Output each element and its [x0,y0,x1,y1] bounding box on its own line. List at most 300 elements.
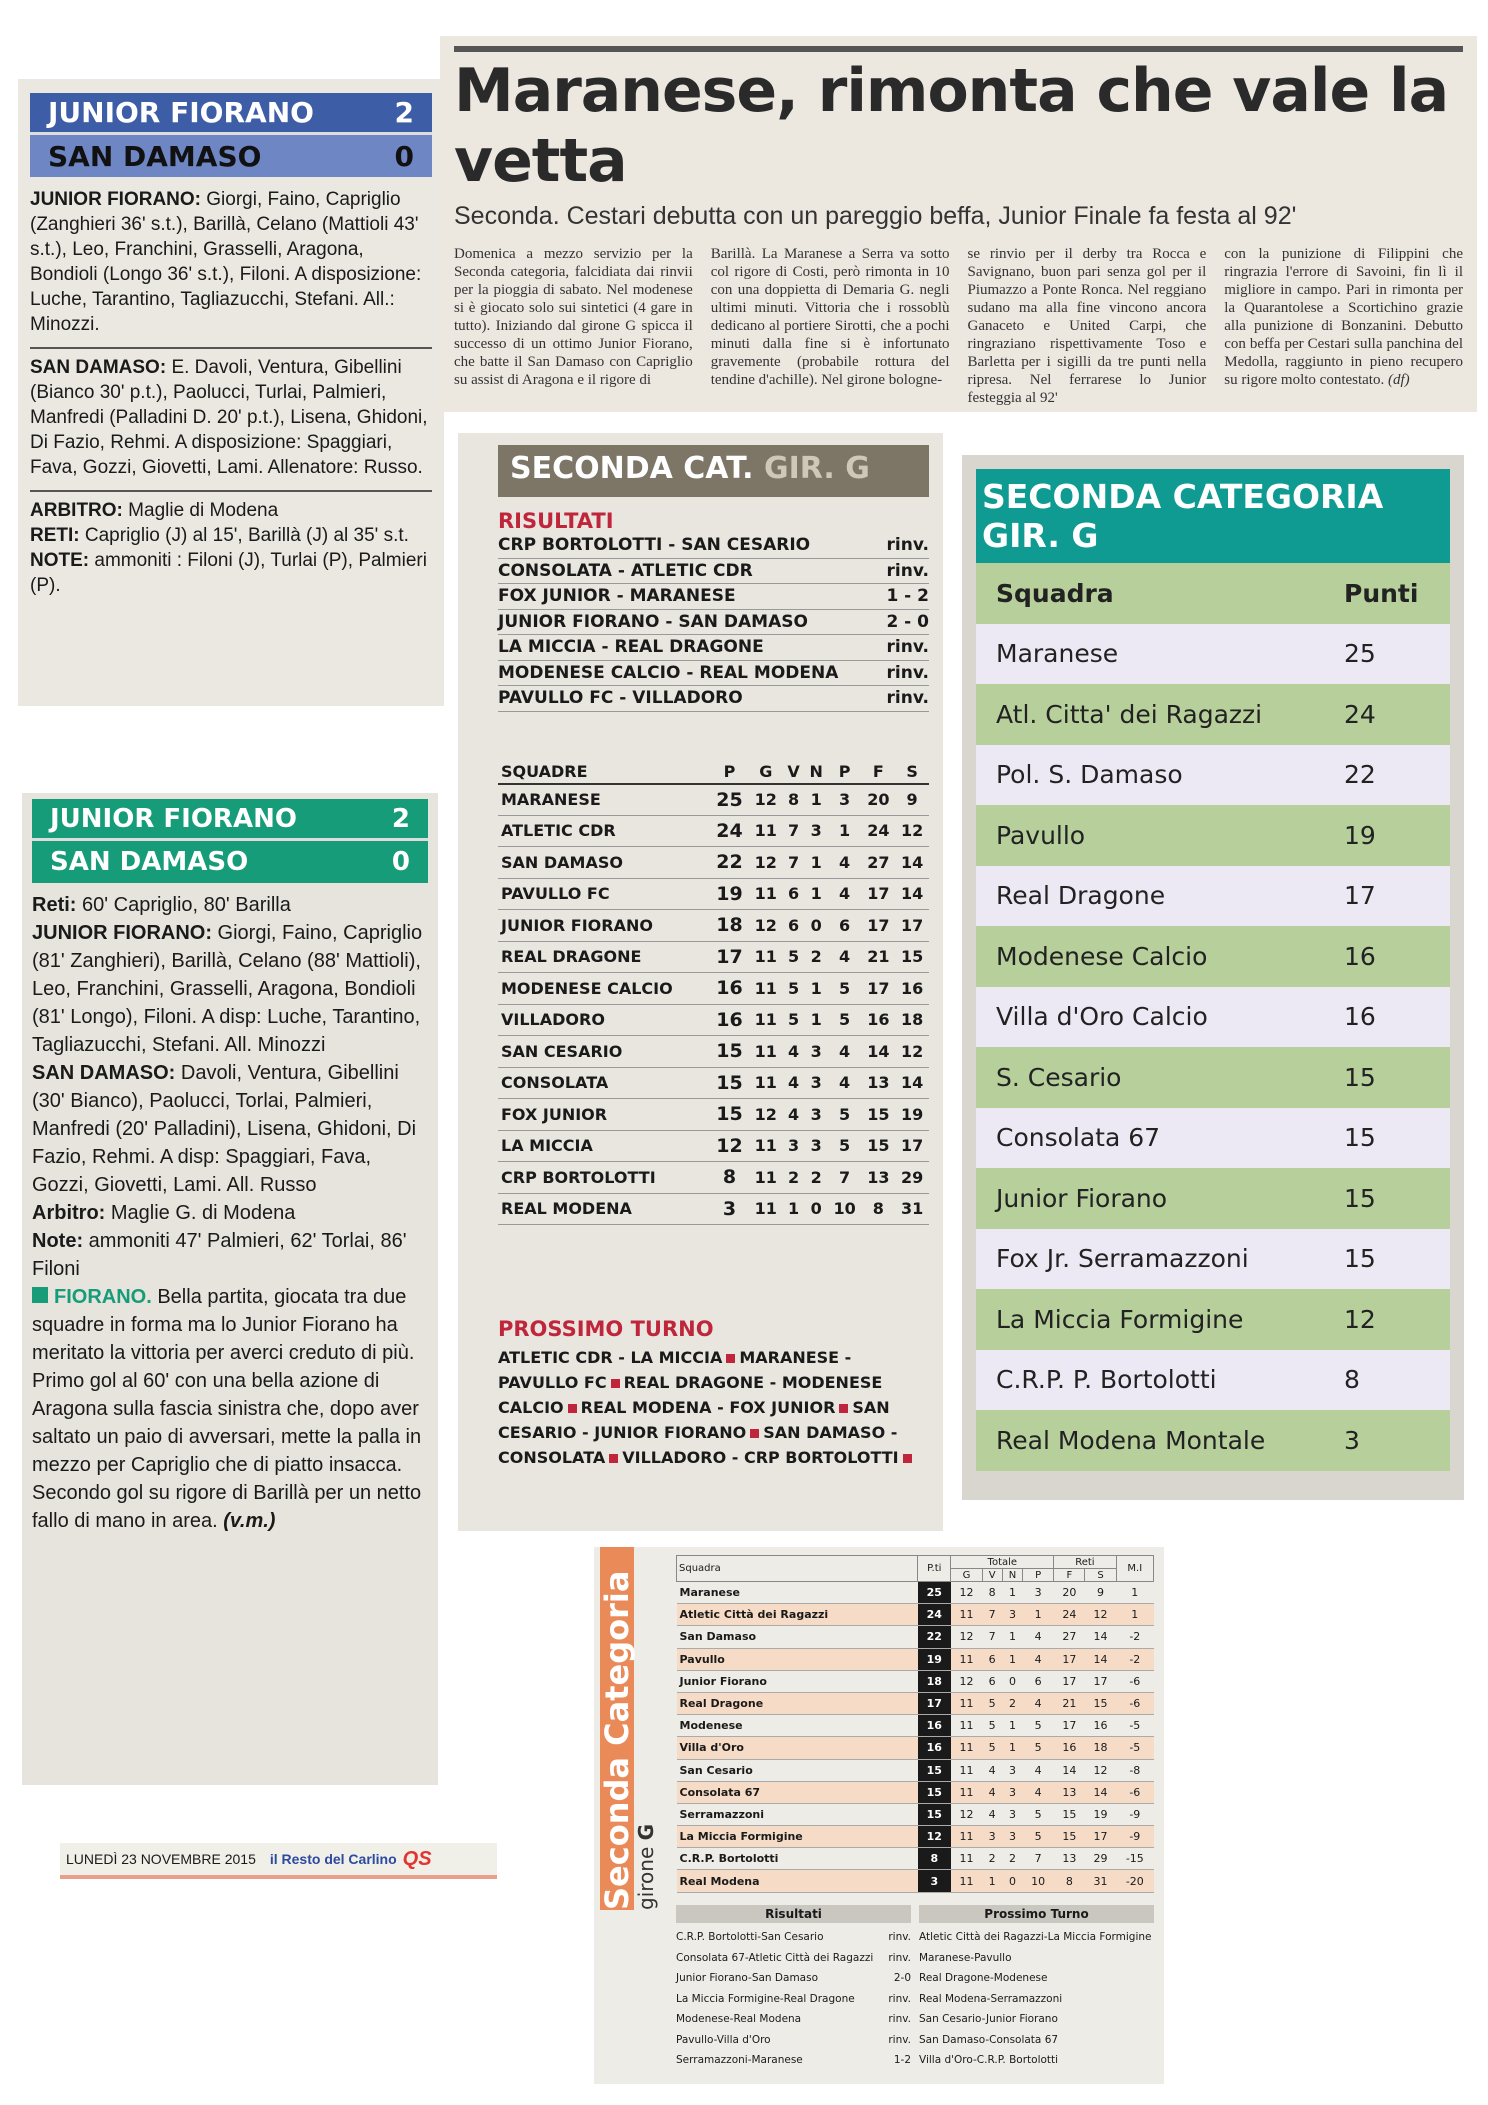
result-score: rinv. [888,2033,911,2046]
story: FIORANO. Bella partita, giocata tra due squadre in forma ma lo Junior Fiorano ha meritato la vittoria per averci creduto di più. [32,1286,415,1364]
sub-header: N [1002,1569,1022,1582]
stat-cell: 3 [783,1130,805,1162]
home-team: JUNIOR FIORANO [48,96,314,129]
result-score: 2 - 0 [886,611,929,632]
stat-cell: 3 [1002,1803,1022,1825]
stat-cell: 0 [805,1193,828,1225]
stat-cell: 12 [951,1670,982,1692]
stat-cell: 24 [1054,1604,1085,1626]
col-points: P.ti [918,1556,951,1582]
stat-cell: 5 [828,1004,862,1036]
referee: ARBITRO: Maglie di Modena [30,500,279,521]
square-bullet-icon [903,1454,912,1463]
stat-cell: 17 [710,941,749,973]
fixture: Real Dragone-Modenese [919,1972,1048,1984]
stat-cell: -6 [1116,1670,1153,1692]
stat-cell: 1 [1116,1604,1153,1626]
stat-cell: 16 [710,1004,749,1036]
away-team: SAN DAMASO [48,139,262,173]
stat-cell: 3 [828,784,862,816]
team-name: LA MICCIA [498,1130,710,1162]
stat-cell: 4 [1023,1648,1054,1670]
stat-cell: 6 [982,1670,1002,1692]
team-name: S. Cesario [996,1062,1122,1092]
team-name: Villa d'Oro Calcio [996,1002,1208,1032]
team-points: 22 [1344,760,1376,790]
table-row [498,1193,929,1225]
stat-cell: 4 [828,847,862,879]
team-name: Atletic Città dei Ragazzi [677,1604,918,1626]
stat-cell: 6 [828,910,862,942]
team-name: C.R.P. Bortolotti [677,1848,918,1870]
stat-cell: 7 [982,1604,1002,1626]
stat-cell: 27 [861,847,895,879]
stat-cell: 1 [783,1193,805,1225]
team-name: Maranese [677,1582,918,1604]
stat-cell: 17 [861,973,895,1005]
stat-cell: 15 [710,1067,749,1099]
stat-cell: 5 [783,1004,805,1036]
result-row [676,2030,911,2051]
stat-cell: 13 [1054,1781,1085,1803]
stat-cell: 21 [1054,1692,1085,1714]
result-score: 1-2 [893,2054,911,2066]
stat-cell: 4 [828,878,862,910]
home-lineup: JUNIOR FIORANO: Giorgi, Faino, Capriglio (81' Zanghieri), Barillà, Celano (88' Mattioli), Leo, Franchini, Grasselli, Aragona, Bondioli (81' Longo), Filoni. A disp: Luche, Tarantino, Tagliazucchi, Stefani. All. Minozzi [32,922,423,1056]
story-continued: Primo gol al 60' con una bella azione di Aragona sulla fascia sinistra che, dopo aver saltato un paio di avversari, mette la palla in mezzo per Capriglio che di piatto insacca. Secondo gol su rigore di Barillà per un netto fallo di mano in area. (v.m.) [32,1370,422,1532]
stat-cell: 12 [951,1582,982,1604]
stat-cell: 14 [1085,1781,1116,1803]
result-row [498,584,929,610]
result-match: C.R.P. Bortolotti-San Cesario [676,1931,824,1943]
stat-cell: 1 [1002,1582,1022,1604]
square-bullet-icon [568,1404,577,1413]
stat-cell: 2 [982,1848,1002,1870]
side-banner [594,1547,658,1910]
stat-cell: 4 [1023,1759,1054,1781]
stat-cell: 1 [805,973,828,1005]
stat-cell: 0 [1002,1670,1022,1692]
result-row [498,686,929,712]
team-name: Atl. Citta' dei Ragazzi [996,699,1263,729]
next-round-header: Prossimo Turno [919,1905,1154,1923]
team-points: 15 [1344,1123,1376,1153]
stat-cell: 1 [805,784,828,816]
team-name: REAL DRAGONE [498,941,710,973]
result-score: rinv. [888,1992,911,2005]
stat-cell: 12 [749,847,783,879]
table-row [677,1670,1154,1692]
stat-cell: 8 [918,1848,951,1870]
stat-cell: 3 [805,1036,828,1068]
stat-cell: -9 [1116,1826,1153,1848]
table-row [498,878,929,910]
stat-cell: 12 [895,815,929,847]
full-table-clip [594,1547,1164,2084]
stat-cell: 24 [861,815,895,847]
stat-cell: 20 [1054,1582,1085,1604]
list-item [976,684,1450,745]
article-col-4: con la punizione di Filippini che ringrazia l'errore di Savoini, fin lì il migliore in campo. Pari in rimonta per la Quarantolese a Scortichino grazie alla punizione di Bonzanini. Debutto con beffa per Cestari sulla panchina del Medolla, raggiunto in pieno recupero su rigore molto contestato. (df) [1224,246,1463,388]
team-name: Fox Jr. Serramazzoni [996,1244,1249,1274]
stat-cell: 3 [805,1067,828,1099]
standings-header: N [805,760,828,784]
stat-cell: 3 [805,1130,828,1162]
stat-cell: 11 [749,815,783,847]
fixture: San Damaso-Consolata 67 [919,2033,1059,2046]
list-item [976,805,1450,866]
home-lineup: JUNIOR FIORANO: Giorgi, Faino, Capriglio (Zanghieri 36' s.t.), Barillà, Celano (Mattioli 43' s.t.), Leo, Franchini, Grasselli, Aragona, Bondioli (Longo 36' s.t.), Filoni. A disposizione: Luche, Tarantino, Tagliazucchi, Stefani. All.: Minozzi. [30,189,422,335]
stat-cell: 11 [951,1737,982,1759]
stat-cell: 6 [1023,1670,1054,1692]
result-row [676,1968,911,1989]
divider [30,490,432,492]
result-match: Serramazzoni-Maranese [676,2054,803,2066]
stat-cell: 5 [783,973,805,1005]
stat-cell: 7 [783,847,805,879]
square-bullet-icon [726,1354,735,1363]
team-name: MODENESE CALCIO [498,973,710,1005]
team-name: Real Dragone [677,1692,918,1714]
full-standings-table [676,1555,1154,1893]
away-score-row [32,841,428,883]
stat-cell: 12 [1085,1759,1116,1781]
stat-cell: 31 [895,1193,929,1225]
team-name: Real Modena [677,1870,918,1892]
stat-cell: 1 [982,1870,1002,1892]
stat-cell: 16 [895,973,929,1005]
stat-cell: 14 [861,1036,895,1068]
col-goals: Reti [1054,1556,1116,1569]
stat-cell: 11 [749,973,783,1005]
team-points: 24 [1344,699,1376,729]
table-header: Squadra Punti [976,563,1450,624]
result-score: 2-0 [893,1972,911,1984]
stat-cell: 1 [1023,1604,1054,1626]
match-report-clip-2 [22,793,438,1785]
stat-cell: 18 [895,1004,929,1036]
stat-cell: 20 [861,784,895,816]
stat-cell: 17 [918,1692,951,1714]
stat-cell: 14 [1085,1626,1116,1648]
stat-cell: 17 [1054,1715,1085,1737]
stat-cell: 11 [749,1004,783,1036]
points-rows [976,624,1450,1471]
stat-cell: 12 [749,784,783,816]
stat-cell: -5 [1116,1737,1153,1759]
stat-cell: 8 [982,1582,1002,1604]
stat-cell: 7 [982,1626,1002,1648]
stat-cell: 19 [895,1099,929,1131]
stat-cell: 17 [861,910,895,942]
team-points: 15 [1344,1062,1376,1092]
stat-cell: 15 [861,1130,895,1162]
stat-cell: 4 [828,1036,862,1068]
table-row [677,1737,1154,1759]
away-lineup: SAN DAMASO: E. Davoli, Ventura, Gibellini (Bianco 30' p.t.), Paolucci, Turlai, Palmieri, Manfredi (Palladini D. 20' p.t.), Lisena, Ghidoni, Di Fazio, Rehmi. A disposizione: Spaggiari, Fava, Gozzi, Giovetti, Lami. Allenatore: Russo. [30,357,428,478]
stat-cell: 10 [1023,1870,1054,1892]
list-item [976,1229,1450,1290]
sub-header: P [1023,1569,1054,1582]
stat-cell: 1 [1116,1582,1153,1604]
stat-cell: 8 [1054,1870,1085,1892]
headline: Maranese, rimonta che vale la vetta [454,56,1449,196]
table-row [498,973,929,1005]
home-team: JUNIOR FIORANO [50,803,297,834]
goals: Reti: 60' Capriglio, 80' Barilla [32,894,291,916]
fixture: MARANESE - PAVULLO FC [498,1348,852,1392]
standings-header: G [749,760,783,784]
table-row [677,1826,1154,1848]
stat-cell: 15 [1054,1826,1085,1848]
stat-cell: 22 [918,1626,951,1648]
stat-cell: 17 [1085,1826,1116,1848]
qs-logo: QS [402,1847,432,1870]
article-col-3: se rinvio per il derby tra Rocca e Savignano, buon pari senza gol per il Piumazzo a Ponte Ronca. Nel reggiano sudano ma alla fine vincono ancora Ganaceto e United Carpi, che ringraziano rispettivamente Toso e Barletta per i sigilli da tre punti nella ripresa. Nel ferrarese lo Junior festeggia al 92' [967,246,1207,406]
stat-cell: 5 [1023,1803,1054,1825]
result-score: rinv. [886,662,929,683]
publication-name: il Resto del Carlino [269,1851,397,1867]
stat-cell: 3 [805,1099,828,1131]
results-column [676,1905,911,2071]
away-team: SAN DAMASO [50,847,249,877]
team-name: REAL MODENA [498,1193,710,1225]
sub-header: G [951,1569,982,1582]
stat-cell: 6 [783,878,805,910]
home-score: 2 [394,96,414,129]
stat-cell: 3 [918,1870,951,1892]
stat-cell: 5 [1023,1826,1054,1848]
stat-cell: 4 [1023,1692,1054,1714]
stat-cell: 11 [749,878,783,910]
result-score: rinv. [888,1951,911,1964]
fixture: SAN DAMASO - CONSOLATA [498,1423,898,1467]
next-round-column [919,1905,1154,2071]
list-item [976,1168,1450,1229]
stat-cell: 5 [783,941,805,973]
team-points: 15 [1344,1183,1376,1213]
stat-cell: 27 [1054,1626,1085,1648]
stat-cell: 11 [951,1870,982,1892]
stat-cell: 6 [783,910,805,942]
standings-table [498,760,929,1226]
table-row [498,1067,929,1099]
result-row [676,2009,911,2030]
stat-cell: 8 [861,1193,895,1225]
team-name: Consolata 67 [996,1123,1161,1153]
table-row [498,1099,929,1131]
stat-cell: 3 [710,1193,749,1225]
stat-cell: 2 [783,1162,805,1194]
date-strip [60,1843,497,1879]
stat-cell: 11 [749,1193,783,1225]
article-col-1: Domenica a mezzo servizio per la Seconda categoria, falcidiata dai rinvii per la pioggia di sabato. Nel modenese si è giocato solo sui sintetici (4 gare in tutto). Iniziando dal girone G spicca il successo di un ottimo Junior Fiorano, che batte il San Damaso con Capriglio su assist di Aragona e il rigore di [454,246,693,388]
list-item [976,1289,1450,1350]
result-match: CONSOLATA - ATLETIC CDR [498,560,753,581]
fixture: ATLETIC CDR - LA MICCIA [498,1348,723,1367]
results-label: RISULTATI [498,509,614,533]
standings-header: P [828,760,862,784]
team-name: Junior Fiorano [996,1183,1168,1213]
result-score: rinv. [888,2013,911,2025]
stat-cell: 7 [1023,1848,1054,1870]
stat-cell: 15 [710,1099,749,1131]
away-score-row [30,135,432,177]
article-body [454,245,1463,407]
fixture: VILLADORO - CRP BORTOLOTTI [622,1448,899,1467]
stat-cell: 1 [1002,1715,1022,1737]
stat-cell: 3 [1002,1759,1022,1781]
table-row [498,784,929,816]
stat-cell: 15 [710,1036,749,1068]
stat-cell: 16 [918,1737,951,1759]
stat-cell: 16 [918,1715,951,1737]
table-row [498,1036,929,1068]
team-points: 3 [1344,1425,1360,1455]
stat-cell: 4 [828,1067,862,1099]
result-row [498,635,929,661]
stat-cell: 12 [749,910,783,942]
result-match: Modenese-Real Modena [676,2013,802,2025]
square-bullet-icon [609,1454,618,1463]
list-item [976,1350,1450,1411]
table-row [677,1626,1154,1648]
col-total: Totale [951,1556,1054,1569]
stat-cell: 9 [895,784,929,816]
table-row [677,1582,1154,1604]
table-row [498,1130,929,1162]
stat-cell: 17 [895,910,929,942]
fixture: SAN CESARIO - JUNIOR FIORANO [498,1398,890,1442]
team-name: CRP BORTOLOTTI [498,1162,710,1194]
article-signature: (df) [1387,372,1410,388]
stat-cell: 4 [1023,1626,1054,1648]
stat-cell: -15 [1116,1848,1153,1870]
list-item [976,866,1450,927]
stat-cell: 12 [951,1803,982,1825]
result-row [676,1989,911,2010]
team-name: San Cesario [677,1759,918,1781]
stat-cell: 21 [861,941,895,973]
list-item [976,987,1450,1048]
stat-cell: 10 [828,1193,862,1225]
team-name: Pol. S. Damaso [996,760,1183,790]
stat-cell: 31 [1085,1870,1116,1892]
square-bullet-icon [750,1429,759,1438]
fixture: Villa d'Oro-C.R.P. Bortolotti [919,2054,1059,2066]
table-row [498,941,929,973]
stat-cell: 11 [951,1759,982,1781]
table-row [677,1870,1154,1892]
fixture: Atletic Città dei Ragazzi-La Miccia Formigine [919,1931,1152,1943]
stat-cell: 15 [861,1099,895,1131]
stat-cell: 11 [951,1781,982,1803]
team-name: Consolata 67 [677,1781,918,1803]
team-name: SAN CESARIO [498,1036,710,1068]
stat-cell: 16 [1054,1737,1085,1759]
match-report-clip-1 [18,79,444,706]
stat-cell: -2 [1116,1626,1153,1648]
list-item [976,926,1450,987]
stat-cell: -20 [1116,1870,1153,1892]
result-match: CRP BORTOLOTTI - SAN CESARIO [498,535,811,555]
fixture: Maranese-Pavullo [919,1951,1012,1964]
team-name: Real Modena Montale [996,1425,1266,1455]
team-name: Junior Fiorano [677,1670,918,1692]
team-name: MARANESE [498,784,710,816]
notes: NOTE: ammoniti : Filoni (J), Turlai (P), Palmieri (P). [30,550,427,596]
sub-header: V [982,1569,1002,1582]
standings-header: S [895,760,929,784]
stat-cell: 5 [1023,1715,1054,1737]
table-row [677,1604,1154,1626]
stat-cell: 4 [982,1759,1002,1781]
team-name: CONSOLATA [498,1067,710,1099]
list-item [976,745,1450,806]
stat-cell: 29 [895,1162,929,1194]
team-name: Pavullo [996,820,1086,850]
table-title: SECONDA CATEGORIA GIR. G [976,469,1450,563]
team-points: 16 [1344,941,1376,971]
table-row [677,1648,1154,1670]
result-row [498,610,929,636]
team-name: VILLADORO [498,1004,710,1036]
result-row [676,1927,911,1948]
stat-cell: 19 [918,1648,951,1670]
result-score: rinv. [886,688,929,708]
result-match: MODENESE CALCIO - REAL MODENA [498,662,839,683]
stat-cell: 4 [828,941,862,973]
result-match: La Miccia Formigine-Real Dragone [676,1992,855,2005]
stat-cell: 3 [805,815,828,847]
stat-cell: 13 [861,1067,895,1099]
table-row [677,1692,1154,1714]
team-points: 25 [1344,639,1376,669]
stat-cell: 11 [749,941,783,973]
stat-cell: 4 [982,1803,1002,1825]
table-row [677,1715,1154,1737]
stat-cell: 11 [951,1848,982,1870]
result-match: JUNIOR FIORANO - SAN DAMASO [498,611,808,632]
stat-cell: 12 [749,1099,783,1131]
table-row [498,1162,929,1194]
fixture: REAL DRAGONE - MODENESE CALCIO [498,1373,883,1417]
stat-cell: 11 [951,1826,982,1848]
table-row [677,1759,1154,1781]
stat-cell: 14 [1054,1759,1085,1781]
next-round-label: PROSSIMO TURNO [498,1317,714,1341]
stat-cell: 2 [805,941,828,973]
stat-cell: 4 [783,1067,805,1099]
stat-cell: 29 [1085,1848,1116,1870]
stat-cell: 3 [1002,1604,1022,1626]
fixture: Real Modena-Serramazzoni [919,1992,1063,2005]
stat-cell: 1 [828,815,862,847]
stat-cell: 4 [1023,1781,1054,1803]
stat-cell: 7 [783,815,805,847]
stat-cell: 15 [918,1803,951,1825]
result-match: PAVULLO FC - VILLADORO [498,688,743,708]
stat-cell: 8 [710,1162,749,1194]
team-name: Modenese Calcio [996,941,1208,971]
team-name: SAN DAMASO [498,847,710,879]
table-row [677,1848,1154,1870]
stat-cell: 24 [710,815,749,847]
results-standings-clip [458,433,943,1531]
team-points: 8 [1344,1365,1360,1395]
stat-cell: 17 [895,1130,929,1162]
team-name: C.R.P. P. Bortolotti [996,1365,1217,1395]
